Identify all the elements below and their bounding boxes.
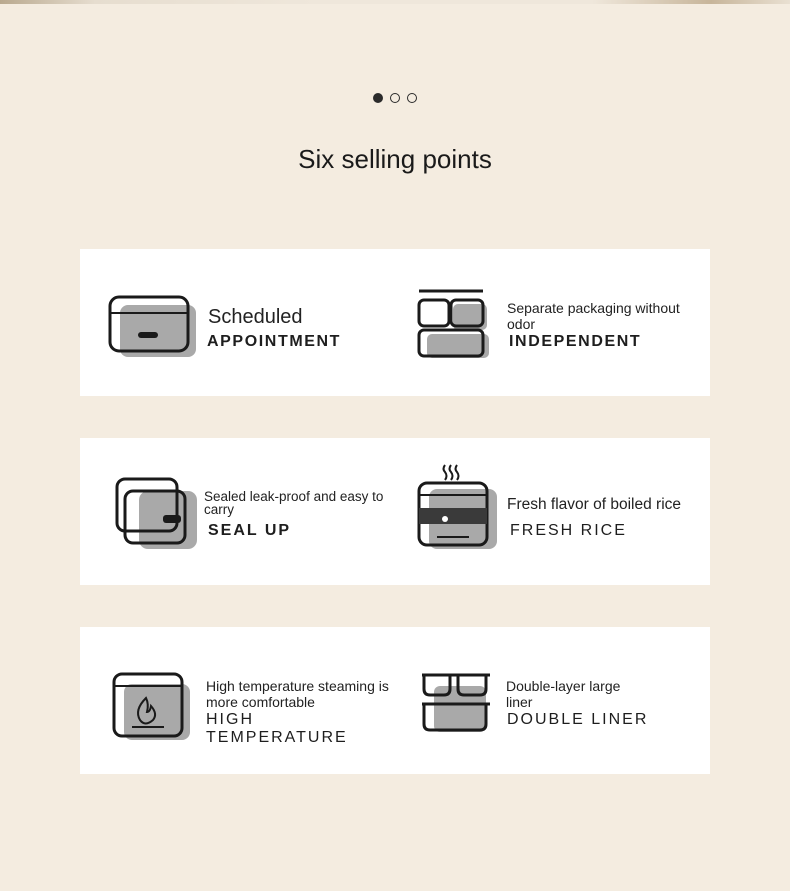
feature-desc: Double-layer large liner <box>506 678 621 710</box>
feature-name: FRESH RICE <box>510 522 627 539</box>
feature-double-liner <box>410 627 710 774</box>
feature-seal-up <box>80 438 395 585</box>
section-title: Six selling points <box>298 144 492 174</box>
feature-card-1 <box>80 249 710 396</box>
feature-card-2 <box>80 438 710 585</box>
feature-desc: High temperature steaming is more comfortable <box>206 678 389 710</box>
feature-name: INDEPENDENT <box>509 333 642 350</box>
feature-desc: Fresh flavor of boiled rice <box>507 496 682 513</box>
feature-desc: Scheduled <box>208 306 303 328</box>
feature-desc: Sealed leak-proof and easy to carry <box>204 489 384 517</box>
carousel-dot-2[interactable] <box>390 93 400 103</box>
feature-appointment <box>80 249 395 396</box>
feature-high-temperature <box>80 627 395 774</box>
feature-desc: Separate packaging without odor <box>507 300 680 332</box>
scheduled-box-icon <box>108 295 200 361</box>
flame-box-icon <box>112 672 194 744</box>
carousel-dot-1[interactable] <box>373 93 383 103</box>
feature-name: DOUBLE LINER <box>507 711 649 728</box>
feature-independent <box>410 249 710 396</box>
compartment-boxes-icon <box>417 288 499 364</box>
feature-name: APPOINTMENT <box>207 333 342 350</box>
steaming-pot-icon <box>417 463 501 553</box>
top-image-edge <box>0 0 790 4</box>
feature-fresh-rice <box>410 438 710 585</box>
double-liner-icon <box>420 672 496 736</box>
carousel-dot-3[interactable] <box>407 93 417 103</box>
feature-name: SEAL UP <box>208 522 292 539</box>
feature-card-3 <box>80 627 710 774</box>
feature-name: HIGH TEMPERATURE <box>206 711 348 746</box>
carousel-dots <box>0 93 790 103</box>
sealed-box-icon <box>115 477 205 553</box>
